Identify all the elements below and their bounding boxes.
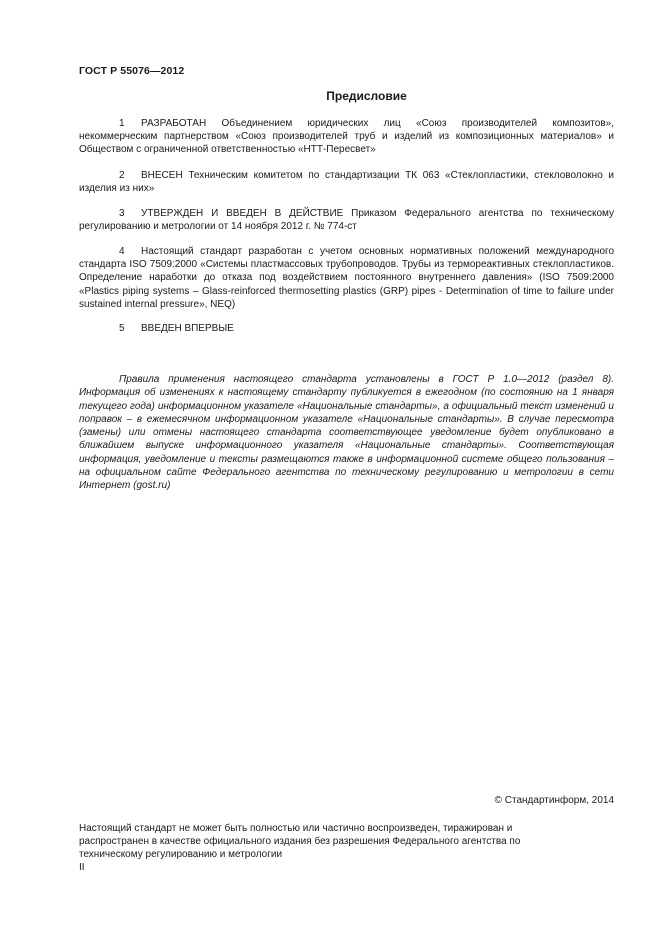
reproduction-notice: Настоящий стандарт не может быть полностью или частично воспроизведен, тиражирован и распространен в качестве официального издания без разрешения Федерального агентства по техническому регулированию и метрологии (79, 823, 521, 861)
paragraph-4 (79, 245, 614, 311)
paragraph-text: Настоящий стандарт разработан с учетом основных нормативных положений международного стандарта ISO 7509:2000 «Системы пластмассовых трубопроводов. Трубы из термореактивных стеклопластиков. Определение наработки до отказа под воздействием постоянного внутреннего давления» (ISO 7509:2000 «Plastics piping systems – Glass-reinforced thermosetting plastics (GRP) pipes - Determination of time to failure under sustained internal pressure», NEQ) (79, 246, 614, 310)
usage-note: Правила применения настоящего стандарта установлены в ГОСТ Р 1.0—2012 (раздел 8). Информация об изменениях к настоящему стандарту публикуется в ежегодном (по состоянию на 1 января текущего года) информационном указателе «Национальные стандарты», а официальный текст изменений и поправок – в ежемесячном информационном указателе «Национальные стандарты». В случае пересмотра (замены) или отмены настоящего стандарта соответствующее уведомление будет опубликовано в ближайшем выпуске информационного указателя «Национальные стандарты». Соответствующая информация, уведомление и тексты размещаются также в информационной системе общего пользования – на официальном сайте Федерального агентства по техническому регулированию и метрологии в сети Интернет (gost.ru) (79, 374, 614, 492)
paragraph-number: 4 (119, 246, 125, 257)
section-title: Предисловие (326, 89, 407, 103)
paragraph-2 (79, 169, 614, 195)
paragraph-number: 3 (119, 208, 125, 219)
paragraph-1 (79, 117, 614, 157)
paragraph-5 (79, 322, 614, 335)
copyright: © Стандартинформ, 2014 (494, 795, 614, 806)
paragraph-text: ВНЕСЕН Техническим комитетом по стандартизации ТК 063 «Стеклопластики, стекловолокно и изделия из них» (79, 170, 614, 195)
paragraph-3 (79, 207, 614, 233)
paragraph-number: 2 (119, 170, 125, 181)
paragraph-text: РАЗРАБОТАН Объединением юридических лиц «Союз производителей композитов», некоммерческим партнерством «Союз производителей труб и изделий из композиционных материалов» и Обществом с ограниченной ответственностью «НТТ-Пересвет» (79, 118, 614, 156)
paragraph-text: УТВЕРЖДЕН И ВВЕДЕН В ДЕЙСТВИЕ Приказом Федерального агентства по техническому регулированию и метрологии от 14 ноября 2012 г. № 774-ст (79, 208, 614, 233)
document-code: ГОСТ Р 55076—2012 (79, 65, 185, 77)
page-number: II (79, 862, 85, 873)
paragraph-number: 1 (119, 118, 125, 129)
paragraph-number: 5 (119, 323, 125, 334)
paragraph-text: ВВЕДЕН ВПЕРВЫЕ (141, 323, 234, 334)
